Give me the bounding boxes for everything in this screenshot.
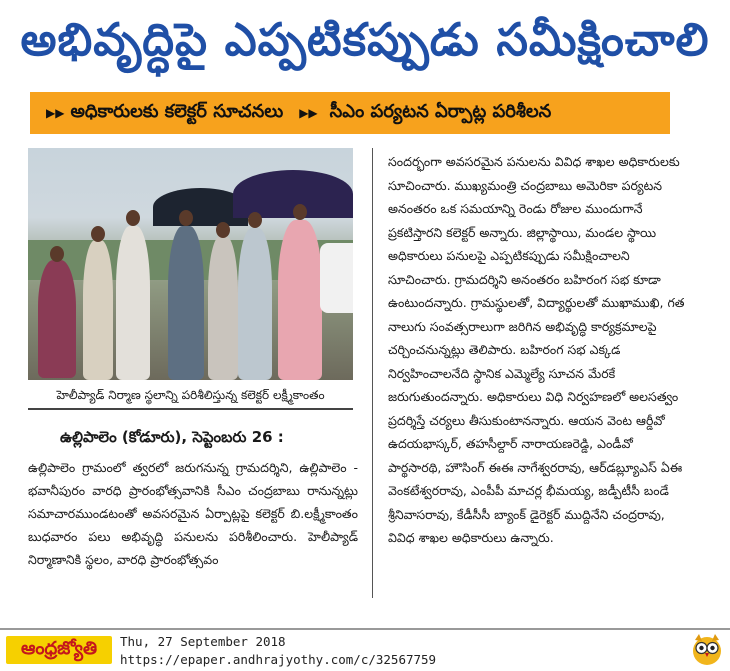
person-head	[293, 204, 307, 220]
right-column	[388, 150, 688, 550]
subheading-bar	[30, 92, 670, 134]
news-photo	[28, 148, 353, 380]
person	[168, 226, 204, 380]
person	[278, 220, 322, 380]
footer-divider	[0, 628, 730, 630]
photo-caption: హెలీప్యాడ్ నిర్మాణ స్థలాన్ని పరిశీలిస్తున్న కలెక్టర్ లక్ష్మీకాంతం	[28, 384, 353, 410]
person-head	[126, 210, 140, 226]
person	[83, 240, 113, 380]
owl-mascot-icon	[690, 632, 724, 666]
column-divider	[372, 148, 373, 598]
subheading-2: సీఎం పర్యటన ఏర్పాట్ల పరిశీలన	[329, 100, 552, 122]
edition-url[interactable]: https://epaper.andhrajyothy.com/c/32567759	[120, 652, 437, 667]
person-head	[91, 226, 105, 242]
dateline: ఉల్లిపాలెం (కోడూరు), సెప్టెంబరు 26 :	[60, 428, 284, 446]
edition-date: Thu, 27 September 2018	[120, 634, 286, 649]
footer-meta	[120, 633, 436, 669]
person-head	[216, 222, 230, 238]
double-chevron-icon: ▶▶	[299, 106, 318, 120]
newspaper-logo: ఆంధ్రజ్యోతి	[6, 636, 112, 664]
person-head	[50, 246, 64, 262]
white-car	[320, 243, 353, 313]
left-paragraph: ఉల్లిపాలెం గ్రామంలో త్వరలో జరుగనున్న గ్రామదర్శిని, ఉల్లిపాలెం - భవానీపురం వారధి ప్రారంభోత్సవానికి సీఎం చంద్రబాబు రానున్నట్లు సమాచారముండటంతో అవసరమైన ఏర్పాట్లపై కలెక్టర్ బి.లక్ష్మీకాంతం బుధవారం పలు అభివృద్ధి పనులను పరిశీలించారు. హెలీప్యాడ్ నిర్మాణానికి స్థలం, వారధి ప్రారంభోత్సవం	[28, 460, 358, 567]
left-column	[28, 428, 358, 571]
subheading-1: అధికారులకు కలెక్టర్ సూచనలు	[70, 100, 284, 122]
double-chevron-icon: ▶▶	[46, 106, 65, 120]
person	[208, 236, 238, 380]
person-head	[248, 212, 262, 228]
right-paragraph: సందర్భంగా అవసరమైన పనులను వివిధ శాఖల అధికారులకు సూచించారు. ముఖ్యమంత్రి చంద్రబాబు అమెరికా పర్యటన అనంతరం ఒక సమయాన్ని రెండు రోజుల ముందుగానే ప్రకటిస్తారని కలెక్టర్ అన్నారు. జిల్లాస్థాయి, మండల స్థాయి అధికారులు పనులపై ఎప్పటికప్పుడు సమీక్షించాలని సూచించారు. గ్రామదర్శిని అనంతరం బహిరంగ సభ కూడా ఉంటుందన్నారు. గ్రామస్థులతో, విద్యార్థులతో ముఖాముఖి, గత నాలుగు సంవత్సరాలుగా జరిగిన అభివృద్ధి కార్యక్రమాలపై చర్చించనున్నట్లు తెలిపారు. బహిరంగ సభ ఎక్కడ నిర్వహించాలనేది స్థానిక ఎమ్మెల్యే సూచన మేరకే జరుగుతుందన్నారు. అధికారులు విధి నిర్వహణలో అలసత్వం ప్రదర్శిస్తే చర్యలు తీసుకుంటానన్నారు. ఆయన వెంట ఆర్డీవో ఉదయభాస్కర్, తహసీల్దార్ నారాయణరెడ్డి, ఎండీవో పార్థసారథి, హౌసింగ్ ఈఈ నాగేశ్వరరావు, ఆర్‌డబ్ల్యూఎస్ ఏఈ వెంకటేశ్వరరావు, ఎంపీపీ మాచర్ల భీమయ్య, జడ్పీటీసీ బండే శ్రీనివాసరావు, కేడీసీసీ బ్యాంక్ డైరెక్టర్ ముద్దినేని చంద్రరావు, వివిధ శాఖల అధికారులు ఉన్నారు.	[388, 154, 685, 545]
person	[238, 228, 272, 380]
person	[116, 226, 150, 380]
person	[38, 260, 76, 378]
person-head	[179, 210, 193, 226]
headline: అభివృద్ధిపై ఎప్పటికప్పుడు సమీక్షించాలి	[20, 13, 710, 66]
